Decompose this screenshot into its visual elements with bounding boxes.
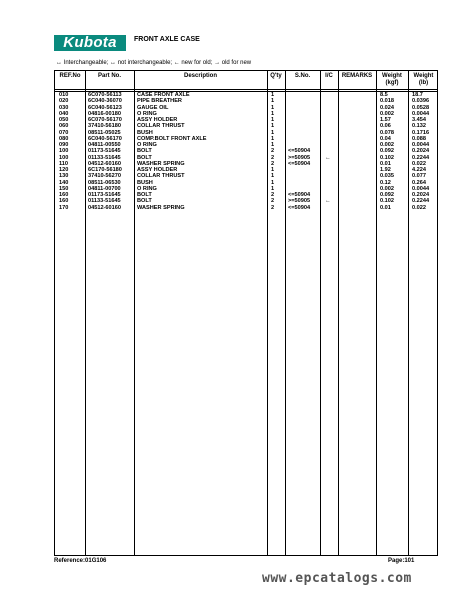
description: BOLT xyxy=(137,154,152,161)
header-part-no: Part No. xyxy=(97,73,121,79)
part-no: 6C040-36070 xyxy=(88,98,122,105)
header-weight-kgf-unit: (kgf) xyxy=(385,80,399,86)
table-row xyxy=(55,111,439,117)
table-row xyxy=(55,117,439,123)
ref-no: 160 xyxy=(59,192,69,198)
part-no: 01133-51645 xyxy=(88,154,121,161)
weight-lb: 4.224 xyxy=(412,167,426,173)
weight-lb: 0.022 xyxy=(412,204,426,211)
weight-kgf: 0.024 xyxy=(380,104,394,111)
serial-no: <=50904 xyxy=(288,160,311,167)
ref-no: 030 xyxy=(59,104,69,111)
weight-kgf: 0.092 xyxy=(380,148,394,155)
weight-kgf: 0.002 xyxy=(380,185,394,192)
ref-no: 010 xyxy=(59,92,69,98)
ref-no: 120 xyxy=(59,167,69,173)
ref-no: 140 xyxy=(59,179,69,186)
interchange-arrow: ← xyxy=(325,154,331,161)
ref-no: 080 xyxy=(59,135,69,142)
header-qty: Q'ty xyxy=(270,73,282,79)
weight-lb: 0.2244 xyxy=(412,154,430,161)
weight-lb: 0.0044 xyxy=(412,110,430,117)
description: WASHER SPRING xyxy=(137,160,185,167)
part-no: 6C070-56113 xyxy=(88,92,122,98)
ref-no: 070 xyxy=(59,129,69,136)
weight-kgf: 0.078 xyxy=(380,129,394,136)
ref-no: 110 xyxy=(59,160,69,167)
weight-lb: 0.132 xyxy=(412,123,426,130)
ref-no: 100 xyxy=(59,148,69,155)
quantity: 2 xyxy=(271,204,275,211)
weight-lb: 0.077 xyxy=(412,173,426,180)
description: BUSH xyxy=(137,129,153,136)
description: ASSY HOLDER xyxy=(137,117,178,123)
ref-no: 060 xyxy=(59,123,69,130)
quantity: 1 xyxy=(271,185,275,192)
interchange-arrow: ← xyxy=(325,198,331,205)
part-no: 37410-56270 xyxy=(88,173,121,180)
table-row xyxy=(55,136,439,142)
part-no: 6C170-56180 xyxy=(88,167,122,173)
ref-no: 130 xyxy=(59,173,69,180)
part-no: 6C070-56170 xyxy=(88,117,122,123)
weight-lb: 0.0044 xyxy=(412,142,430,148)
ref-no: 160 xyxy=(59,198,69,205)
ref-no: 150 xyxy=(59,185,69,192)
description: BUSH xyxy=(137,179,153,186)
quantity: 2 xyxy=(271,148,275,155)
weight-kgf: 0.01 xyxy=(380,160,391,167)
part-no: 6C040-56170 xyxy=(88,135,122,142)
weight-lb: 3.454 xyxy=(412,117,426,123)
ref-no: 040 xyxy=(59,110,69,117)
weight-kgf: 0.04 xyxy=(380,135,391,142)
weight-lb: 0.0396 xyxy=(412,98,430,105)
serial-no: <=50904 xyxy=(288,192,311,198)
table-row xyxy=(55,130,439,136)
weight-lb: 0.1716 xyxy=(412,129,430,136)
header-weight-lb-unit: (lb) xyxy=(418,80,429,86)
quantity: 2 xyxy=(271,192,275,198)
description: O RING xyxy=(137,110,157,117)
description: BOLT xyxy=(137,148,152,155)
table-row xyxy=(55,123,439,129)
quantity: 1 xyxy=(271,104,275,111)
part-no: 6C040-56123 xyxy=(88,104,122,111)
part-no: 04512-60160 xyxy=(88,160,121,167)
part-no: 37410-56180 xyxy=(88,123,121,130)
table-row xyxy=(55,142,439,148)
weight-kgf: 0.12 xyxy=(380,179,391,186)
description: COMP.BOLT FRONT AXLE xyxy=(137,135,207,142)
weight-kgf: 8.5 xyxy=(380,92,388,98)
weight-kgf: 0.06 xyxy=(380,123,391,130)
description: GAUGE OIL xyxy=(137,104,169,111)
description: WASHER SPRING xyxy=(137,204,185,211)
description: O RING xyxy=(137,185,157,192)
part-no: 08511-05025 xyxy=(88,129,121,136)
weight-kgf: 0.035 xyxy=(380,173,394,180)
quantity: 1 xyxy=(271,179,275,186)
serial-no: <=50904 xyxy=(288,204,311,211)
quantity: 2 xyxy=(271,154,275,161)
table-row xyxy=(55,167,439,173)
weight-kgf: 0.002 xyxy=(380,142,394,148)
weight-lb: 0.264 xyxy=(412,179,426,186)
description: CASE FRONT AXLE xyxy=(137,92,190,98)
description: ASSY HOLDER xyxy=(137,167,178,173)
parts-table xyxy=(54,70,438,556)
header-description: Description xyxy=(183,73,217,79)
serial-no: <=50904 xyxy=(288,148,311,155)
table-row xyxy=(55,205,439,211)
part-no: 01133-51645 xyxy=(88,198,121,205)
part-no: 04811-00700 xyxy=(88,185,121,192)
reference-code: Reference:01G106 xyxy=(54,558,107,564)
serial-no: >=50905 xyxy=(288,198,311,205)
weight-lb: 0.2024 xyxy=(412,148,430,155)
quantity: 1 xyxy=(271,167,275,173)
header-weight-kgf-label: Weight xyxy=(382,73,402,79)
part-no: 01173-51645 xyxy=(88,192,121,198)
table-row xyxy=(55,198,439,204)
part-no: 04811-00550 xyxy=(88,142,121,148)
header-serial-no: S.No. xyxy=(294,73,311,79)
interchangeability-legend: ↔ Interchangeable; ↔ not interchangeable; ← new for old; → old for new xyxy=(56,60,252,66)
weight-kgf: 0.102 xyxy=(380,154,394,161)
table-row xyxy=(55,148,439,154)
weight-kgf: 1.57 xyxy=(380,117,391,123)
weight-kgf: 0.018 xyxy=(380,98,394,105)
quantity: 1 xyxy=(271,173,275,180)
description: BOLT xyxy=(137,192,152,198)
header-ref: REF.No xyxy=(59,73,81,79)
description: O RING xyxy=(137,142,157,148)
quantity: 1 xyxy=(271,92,275,98)
quantity: 1 xyxy=(271,98,275,105)
quantity: 1 xyxy=(271,142,275,148)
weight-kgf: 0.01 xyxy=(380,204,391,211)
table-row xyxy=(55,161,439,167)
ref-no: 020 xyxy=(59,98,69,105)
weight-lb: 0.2024 xyxy=(412,192,430,198)
table-row xyxy=(55,155,439,161)
header-divider xyxy=(55,89,437,90)
part-no: 04816-00180 xyxy=(88,110,121,117)
quantity: 1 xyxy=(271,110,275,117)
table-row xyxy=(55,173,439,179)
header-weight-kgf xyxy=(376,73,408,87)
quantity: 2 xyxy=(271,160,275,167)
ref-no: 050 xyxy=(59,117,69,123)
description: COLLAR THRUST xyxy=(137,123,185,130)
ref-no: 090 xyxy=(59,142,69,148)
weight-lb: 0.0044 xyxy=(412,185,430,192)
table-row xyxy=(55,186,439,192)
weight-lb: 0.0528 xyxy=(412,104,430,111)
header-weight-lb xyxy=(408,73,439,87)
quantity: 1 xyxy=(271,129,275,136)
table-row xyxy=(55,192,439,198)
page-title: FRONT AXLE CASE xyxy=(134,36,200,43)
header-weight-lb-label: Weight xyxy=(413,73,434,79)
header-remarks: REMARKS xyxy=(341,73,373,79)
quantity: 2 xyxy=(271,198,275,205)
weight-kgf: 0.002 xyxy=(380,110,394,117)
description: COLLAR THRUST xyxy=(137,173,185,180)
watermark: www.epcatalogs.com xyxy=(262,571,412,586)
weight-lb: 18.7 xyxy=(412,92,423,98)
description: PIPE BREATHER xyxy=(137,98,182,105)
description: BOLT xyxy=(137,198,152,205)
header-ic: I/C xyxy=(325,73,333,79)
weight-lb: 0.022 xyxy=(412,160,426,167)
table-row xyxy=(55,92,439,98)
weight-kgf: 0.102 xyxy=(380,198,394,205)
weight-lb: 0.088 xyxy=(412,135,426,142)
part-no: 08511-06530 xyxy=(88,179,121,186)
part-no: 01173-51645 xyxy=(88,148,121,155)
table-row xyxy=(55,105,439,111)
quantity: 1 xyxy=(271,123,275,130)
ref-no: 170 xyxy=(59,204,69,211)
weight-kgf: 1.92 xyxy=(380,167,391,173)
quantity: 1 xyxy=(271,135,275,142)
weight-kgf: 0.092 xyxy=(380,192,394,198)
kubota-logo: Kubota xyxy=(54,35,126,51)
table-row xyxy=(55,180,439,186)
serial-no: >=50905 xyxy=(288,154,311,161)
table-row xyxy=(55,98,439,104)
weight-lb: 0.2244 xyxy=(412,198,430,205)
part-no: 04512-60160 xyxy=(88,204,121,211)
quantity: 1 xyxy=(271,117,275,123)
page-number: Page:101 xyxy=(388,558,415,564)
ref-no: 100 xyxy=(59,154,69,161)
